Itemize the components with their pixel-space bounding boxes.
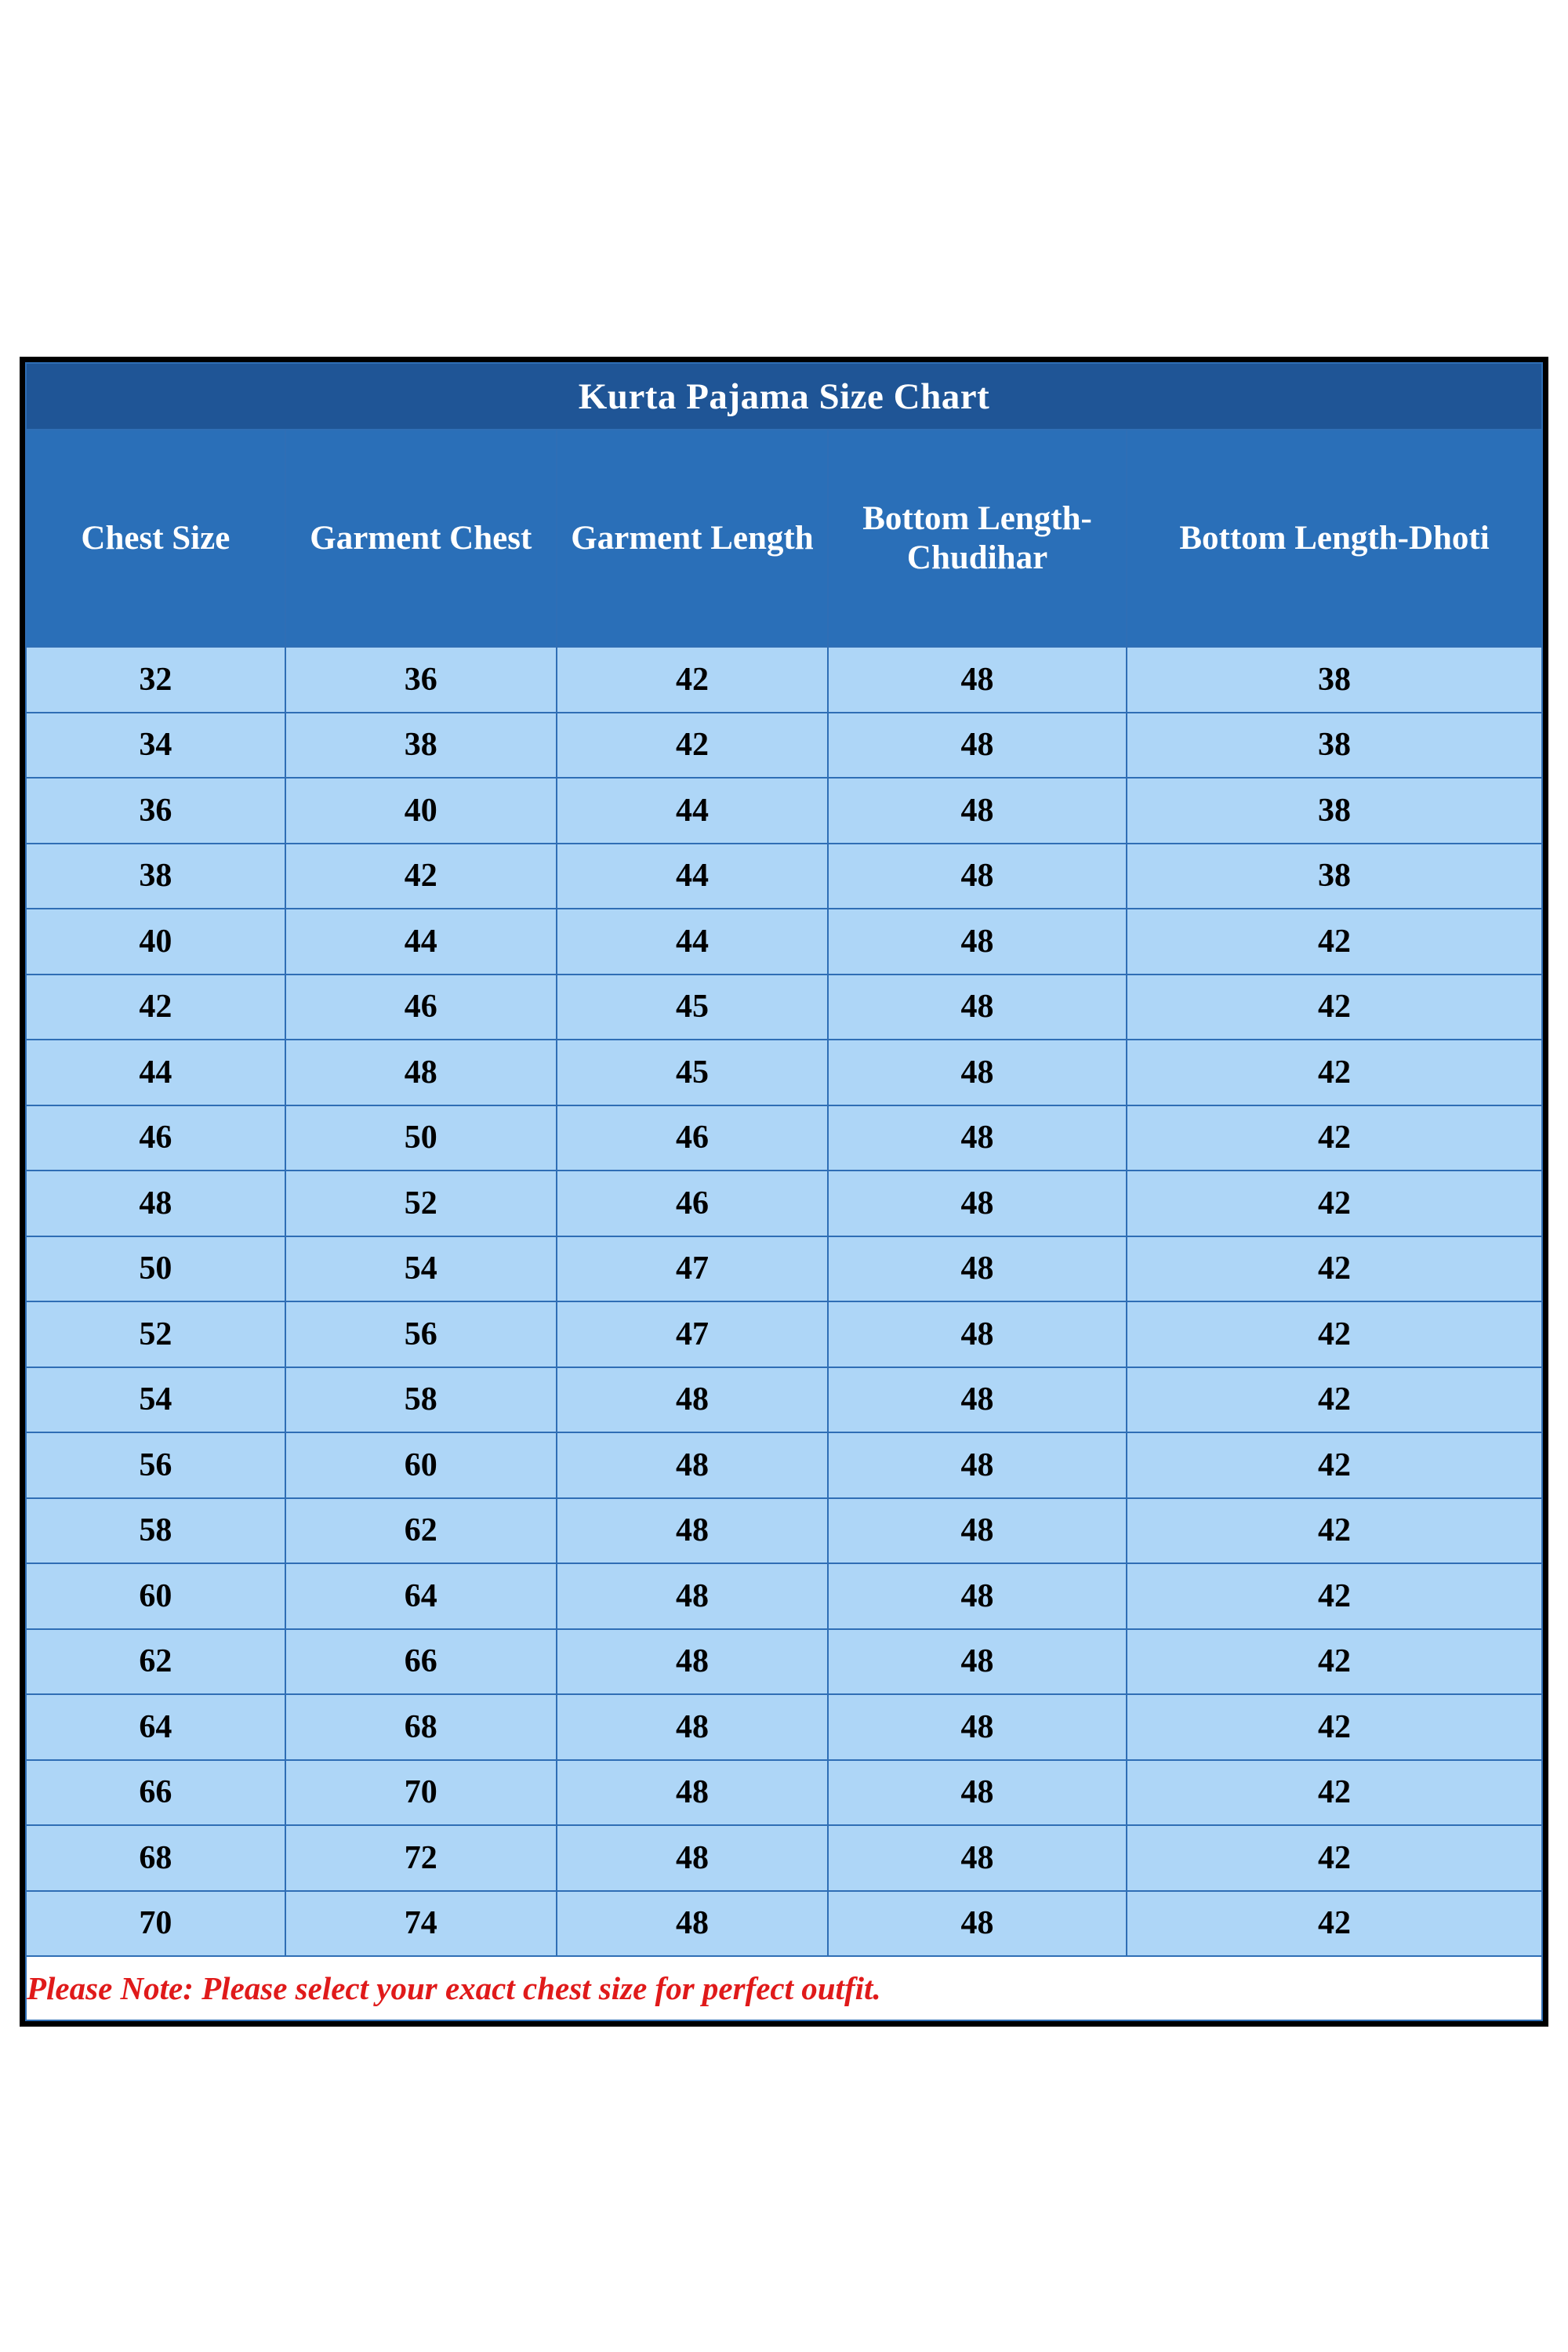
cell-bottom-length-chudihar: 48	[828, 1301, 1127, 1367]
cell-bottom-length-dhoti: 42	[1127, 1498, 1542, 1564]
cell-garment-length: 44	[557, 909, 828, 975]
cell-chest-size: 64	[26, 1694, 285, 1760]
table-row	[26, 1301, 1542, 1367]
cell-chest-size: 56	[26, 1432, 285, 1498]
cell-chest-size: 44	[26, 1040, 285, 1105]
cell-garment-chest: 40	[285, 778, 557, 844]
cell-bottom-length-dhoti: 42	[1127, 1629, 1542, 1695]
cell-bottom-length-dhoti: 42	[1127, 1367, 1542, 1433]
cell-garment-length: 48	[557, 1694, 828, 1760]
table-row	[26, 1171, 1542, 1236]
cell-bottom-length-dhoti: 42	[1127, 1171, 1542, 1236]
table-row	[26, 1105, 1542, 1171]
cell-chest-size: 32	[26, 647, 285, 713]
cell-bottom-length-dhoti: 42	[1127, 975, 1542, 1040]
size-chart-container	[20, 357, 1548, 2027]
cell-garment-chest: 48	[285, 1040, 557, 1105]
column-header-bottom-length-chudihar: Bottom Length-Chudihar	[828, 430, 1127, 647]
chart-title-row	[26, 363, 1542, 430]
cell-garment-length: 48	[557, 1498, 828, 1564]
cell-bottom-length-dhoti: 42	[1127, 1825, 1542, 1891]
cell-chest-size: 46	[26, 1105, 285, 1171]
cell-garment-length: 44	[557, 778, 828, 844]
chart-title: Kurta Pajama Size Chart	[26, 363, 1542, 430]
size-chart-table	[25, 362, 1543, 2021]
table-row	[26, 1760, 1542, 1826]
cell-garment-length: 46	[557, 1171, 828, 1236]
cell-bottom-length-dhoti: 42	[1127, 1891, 1542, 1957]
table-row	[26, 1432, 1542, 1498]
cell-chest-size: 42	[26, 975, 285, 1040]
cell-bottom-length-dhoti: 42	[1127, 1563, 1542, 1629]
table-row	[26, 713, 1542, 779]
cell-bottom-length-chudihar: 48	[828, 909, 1127, 975]
cell-bottom-length-chudihar: 48	[828, 1825, 1127, 1891]
cell-bottom-length-dhoti: 42	[1127, 909, 1542, 975]
cell-bottom-length-chudihar: 48	[828, 1563, 1127, 1629]
cell-bottom-length-dhoti: 42	[1127, 1694, 1542, 1760]
cell-chest-size: 36	[26, 778, 285, 844]
cell-bottom-length-chudihar: 48	[828, 1432, 1127, 1498]
please-note-text: Please Note: Please select your exact chest size for perfect outfit.	[27, 1970, 881, 2006]
cell-bottom-length-dhoti: 42	[1127, 1105, 1542, 1171]
cell-garment-length: 48	[557, 1891, 828, 1957]
table-row	[26, 1040, 1542, 1105]
cell-garment-length: 45	[557, 975, 828, 1040]
table-row	[26, 1563, 1542, 1629]
cell-garment-chest: 64	[285, 1563, 557, 1629]
cell-bottom-length-dhoti: 38	[1127, 844, 1542, 909]
cell-chest-size: 40	[26, 909, 285, 975]
table-row	[26, 975, 1542, 1040]
table-row	[26, 778, 1542, 844]
cell-chest-size: 68	[26, 1825, 285, 1891]
cell-chest-size: 66	[26, 1760, 285, 1826]
cell-garment-length: 48	[557, 1760, 828, 1826]
table-row	[26, 1629, 1542, 1695]
cell-garment-chest: 66	[285, 1629, 557, 1695]
cell-garment-chest: 56	[285, 1301, 557, 1367]
cell-garment-length: 48	[557, 1432, 828, 1498]
table-body	[26, 363, 1542, 2020]
cell-bottom-length-chudihar: 48	[828, 778, 1127, 844]
cell-garment-length: 44	[557, 844, 828, 909]
cell-chest-size: 34	[26, 713, 285, 779]
cell-bottom-length-chudihar: 48	[828, 1040, 1127, 1105]
cell-bottom-length-chudihar: 48	[828, 1236, 1127, 1302]
cell-bottom-length-chudihar: 48	[828, 647, 1127, 713]
cell-garment-chest: 74	[285, 1891, 557, 1957]
cell-garment-chest: 62	[285, 1498, 557, 1564]
cell-bottom-length-chudihar: 48	[828, 1891, 1127, 1957]
cell-bottom-length-chudihar: 48	[828, 844, 1127, 909]
cell-garment-chest: 58	[285, 1367, 557, 1433]
table-row	[26, 1498, 1542, 1564]
cell-bottom-length-chudihar: 48	[828, 1171, 1127, 1236]
cell-garment-chest: 54	[285, 1236, 557, 1302]
table-row	[26, 647, 1542, 713]
cell-chest-size: 62	[26, 1629, 285, 1695]
cell-bottom-length-chudihar: 48	[828, 1760, 1127, 1826]
cell-garment-chest: 42	[285, 844, 557, 909]
cell-garment-chest: 38	[285, 713, 557, 779]
table-row	[26, 1236, 1542, 1302]
cell-garment-chest: 68	[285, 1694, 557, 1760]
cell-garment-length: 48	[557, 1367, 828, 1433]
cell-garment-length: 42	[557, 647, 828, 713]
cell-garment-length: 48	[557, 1563, 828, 1629]
cell-garment-chest: 60	[285, 1432, 557, 1498]
cell-chest-size: 38	[26, 844, 285, 909]
cell-bottom-length-chudihar: 48	[828, 1629, 1127, 1695]
cell-bottom-length-dhoti: 42	[1127, 1236, 1542, 1302]
cell-bottom-length-dhoti: 38	[1127, 713, 1542, 779]
cell-garment-chest: 70	[285, 1760, 557, 1826]
cell-bottom-length-chudihar: 48	[828, 713, 1127, 779]
column-header-garment-length: Garment Length	[557, 430, 828, 647]
cell-chest-size: 54	[26, 1367, 285, 1433]
cell-bottom-length-dhoti: 42	[1127, 1040, 1542, 1105]
cell-chest-size: 48	[26, 1171, 285, 1236]
cell-garment-length: 48	[557, 1825, 828, 1891]
cell-bottom-length-chudihar: 48	[828, 975, 1127, 1040]
cell-bottom-length-dhoti: 42	[1127, 1760, 1542, 1826]
cell-chest-size: 70	[26, 1891, 285, 1957]
cell-bottom-length-chudihar: 48	[828, 1367, 1127, 1433]
cell-bottom-length-dhoti: 38	[1127, 778, 1542, 844]
note-row	[26, 1956, 1542, 2020]
cell-garment-chest: 50	[285, 1105, 557, 1171]
column-header-chest-size: Chest Size	[26, 430, 285, 647]
cell-garment-chest: 36	[285, 647, 557, 713]
cell-garment-chest: 44	[285, 909, 557, 975]
cell-bottom-length-dhoti: 38	[1127, 647, 1542, 713]
cell-chest-size: 60	[26, 1563, 285, 1629]
table-row	[26, 1891, 1542, 1957]
cell-garment-length: 47	[557, 1236, 828, 1302]
cell-bottom-length-chudihar: 48	[828, 1105, 1127, 1171]
cell-chest-size: 50	[26, 1236, 285, 1302]
cell-garment-chest: 46	[285, 975, 557, 1040]
table-row	[26, 1825, 1542, 1891]
cell-chest-size: 58	[26, 1498, 285, 1564]
cell-garment-length: 45	[557, 1040, 828, 1105]
cell-bottom-length-dhoti: 42	[1127, 1432, 1542, 1498]
cell-garment-length: 48	[557, 1629, 828, 1695]
cell-bottom-length-chudihar: 48	[828, 1694, 1127, 1760]
table-row	[26, 909, 1542, 975]
cell-garment-chest: 72	[285, 1825, 557, 1891]
table-row	[26, 1694, 1542, 1760]
cell-bottom-length-dhoti: 42	[1127, 1301, 1542, 1367]
table-header-row	[26, 430, 1542, 647]
table-row	[26, 1367, 1542, 1433]
cell-chest-size: 52	[26, 1301, 285, 1367]
cell-bottom-length-chudihar: 48	[828, 1498, 1127, 1564]
table-row	[26, 844, 1542, 909]
column-header-garment-chest: Garment Chest	[285, 430, 557, 647]
column-header-bottom-length-dhoti: Bottom Length-Dhoti	[1127, 430, 1542, 647]
cell-garment-length: 46	[557, 1105, 828, 1171]
cell-garment-length: 47	[557, 1301, 828, 1367]
cell-garment-length: 42	[557, 713, 828, 779]
cell-garment-chest: 52	[285, 1171, 557, 1236]
